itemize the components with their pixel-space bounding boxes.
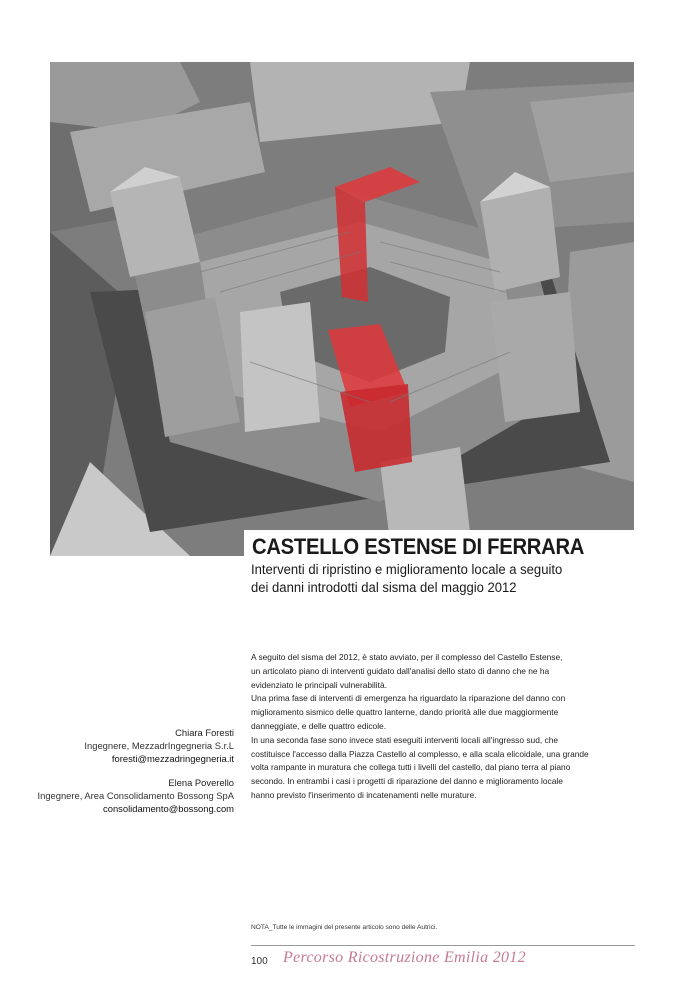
body-line: Una prima fase di interventi di emergenza ha riguardato la riparazione del danno con	[251, 693, 566, 704]
author-affiliation: Ingegnere, Area Consolidamento Bossong SpA	[37, 790, 234, 801]
author-affiliation: Ingegnere, MezzadrIngegneria S.r.L	[84, 740, 234, 751]
article-body	[251, 651, 623, 803]
author-entry	[14, 726, 234, 765]
author-email: consolidamento@bossong.com	[103, 803, 234, 814]
body-line: A seguito del sisma del 2012, è stato avviato, per il complesso del Castello Estense,	[251, 652, 563, 662]
body-line: danneggiate, e delle quattro edicole.	[251, 720, 387, 731]
author-name: Elena Poverello	[168, 777, 234, 788]
body-line: miglioramento sismico delle quattro lanterne, dando priorità alle due maggiormente	[251, 707, 559, 718]
body-line: un articolato piano di interventi guidato dall'analisi dello stato di danno che ne ha	[251, 665, 550, 676]
castle-aerial-photo	[50, 62, 634, 556]
body-line: In una seconda fase sono invece stati eseguiti interventi locali all'ingresso sud, che	[251, 734, 559, 745]
body-line: volta rampante in muratura che collega tutti i livelli del castello, dal piano terra al piano	[251, 762, 571, 773]
authors-block	[14, 726, 234, 826]
author-entry	[14, 776, 234, 815]
author-email: foresti@mezzadringegneria.it	[111, 753, 234, 764]
author-name: Chiara Foresti	[175, 727, 234, 738]
image-credit-note: NOTA_Tutte le immagini del presente articolo sono delle Autrici.	[251, 924, 438, 931]
body-line: costituisce l'accesso dalla Piazza Castello al complesso, e alla scala elicoidale, una grande	[251, 748, 589, 759]
article-subtitle	[251, 561, 601, 597]
article-title: CASTELLO ESTENSE DI FERRARA	[252, 534, 585, 559]
subtitle-line: dei danni introdotti dal sisma del maggio 2012	[251, 580, 517, 596]
footer-divider	[251, 945, 635, 946]
article-title-box	[244, 530, 644, 564]
body-line: hanno previsto l'inserimento di incatenamenti nelle murature.	[251, 789, 477, 800]
body-line: secondo. In entrambi i casi i progetti di riparazione del danno e miglioramento locale	[251, 776, 563, 787]
page-number: 100	[251, 956, 268, 967]
body-line: evidenziato le principali vulnerabilità.	[251, 679, 387, 690]
subtitle-line: Interventi di ripristino e miglioramento locale a seguito	[251, 562, 563, 578]
running-title: Percorso Ricostruzione Emilia 2012	[283, 949, 526, 966]
